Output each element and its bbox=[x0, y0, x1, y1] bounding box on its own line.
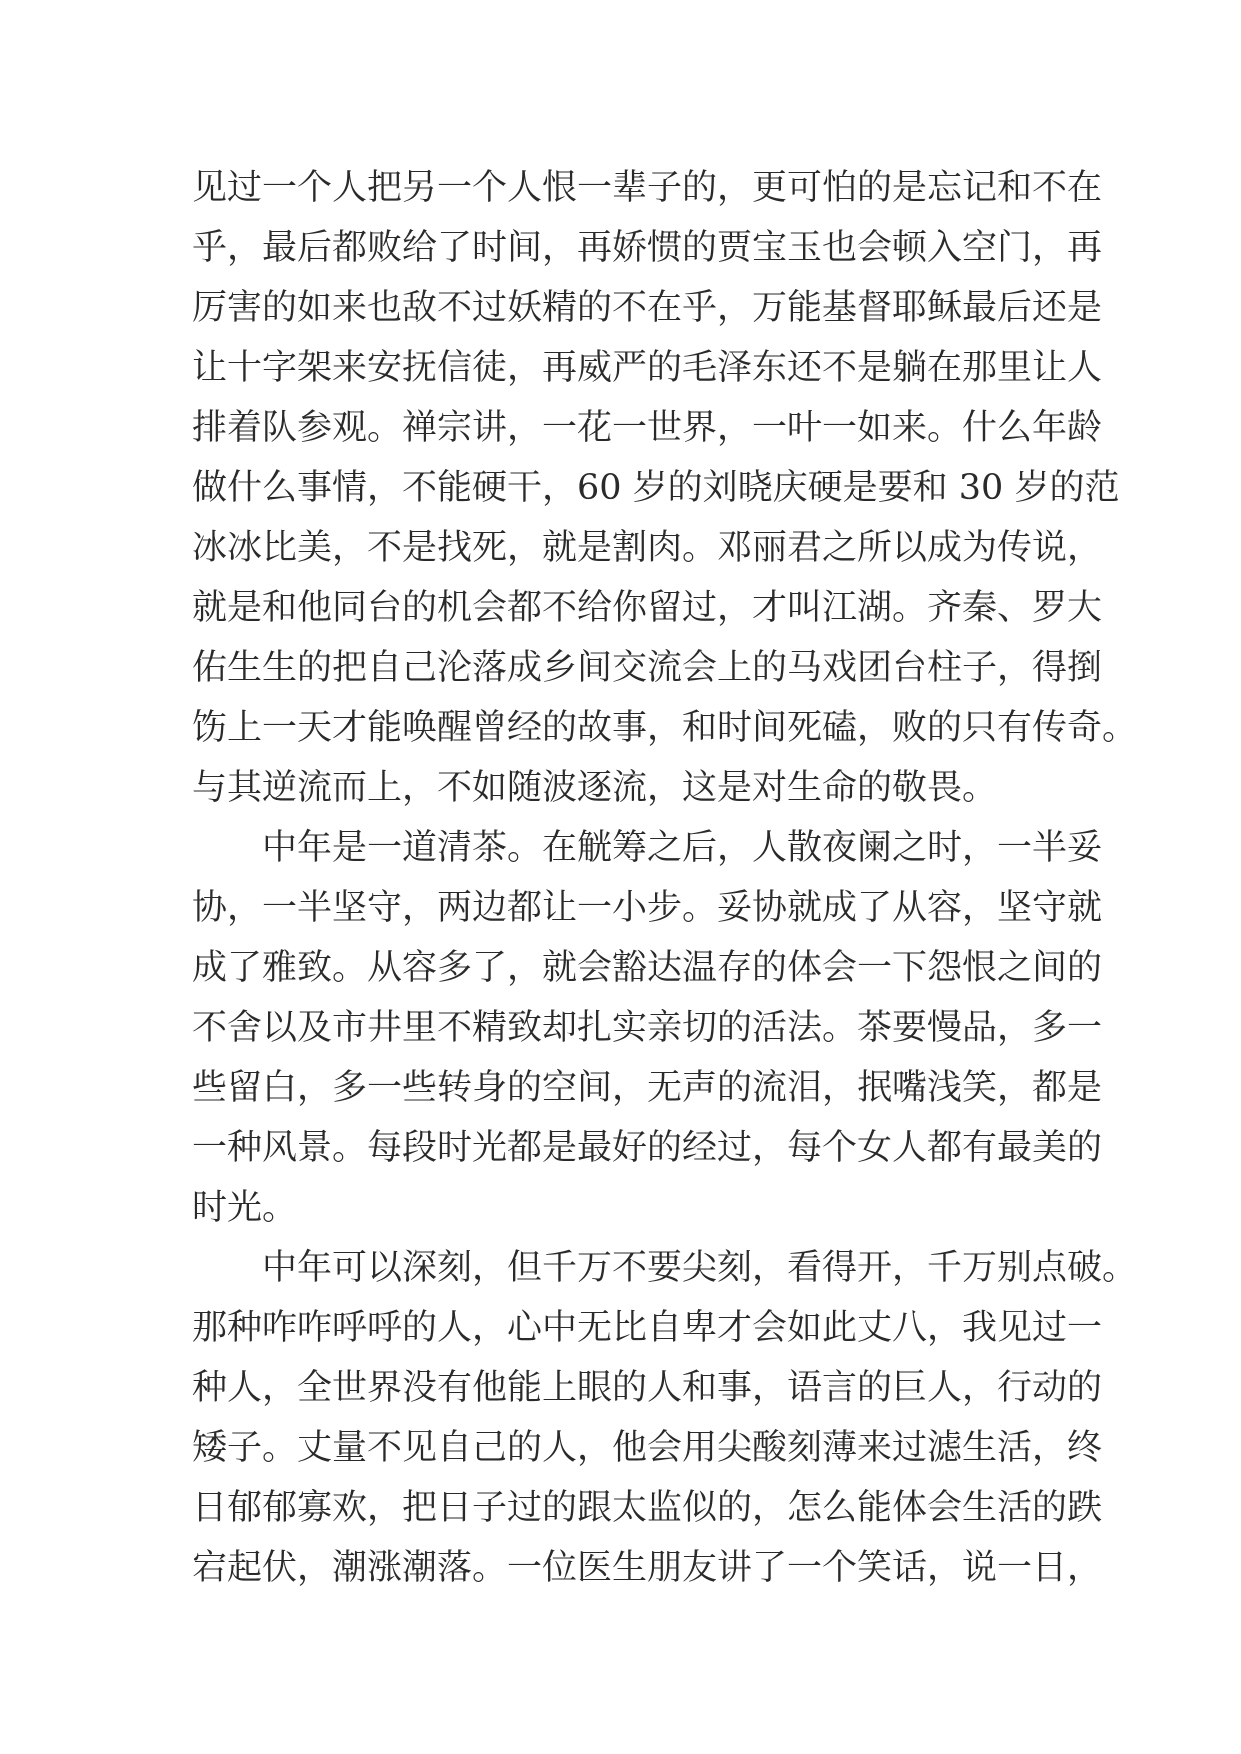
text-line: 排着队参观。禅宗讲，一花一世界，一叶一如来。什么年龄 bbox=[192, 408, 1103, 448]
paragraph-start-line: 中年可以深刻，但千万不要尖刻，看得开，千万别点破。 bbox=[262, 1248, 1138, 1288]
text-line: 一种风景。每段时光都是最好的经过，每个女人都有最美的 bbox=[192, 1128, 1103, 1168]
text-line: 乎，最后都败给了时间，再娇惯的贾宝玉也会顿入空门，再 bbox=[192, 228, 1103, 268]
text-line: 矮子。丈量不见自己的人，他会用尖酸刻薄来过滤生活，终 bbox=[192, 1428, 1103, 1468]
text-line: 见过一个人把另一个人恨一辈子的，更可怕的是忘记和不在 bbox=[192, 168, 1103, 208]
text-line: 宕起伏，潮涨潮落。一位医生朋友讲了一个笑话，说一日， bbox=[192, 1548, 1103, 1588]
text-line: 厉害的如来也敌不过妖精的不在乎，万能基督耶稣最后还是 bbox=[192, 288, 1103, 328]
text-line: 冰冰比美，不是找死，就是割肉。邓丽君之所以成为传说， bbox=[192, 528, 1103, 568]
text-line: 些留白，多一些转身的空间，无声的流泪，抿嘴浅笑，都是 bbox=[192, 1068, 1103, 1108]
paragraph-start-line: 中年是一道清茶。在觥筹之后，人散夜阑之时，一半妥 bbox=[262, 828, 1103, 868]
text-line: 就是和他同台的机会都不给你留过，才叫江湖。齐秦、罗大 bbox=[192, 588, 1103, 628]
text-line: 做什么事情，不能硬干，60 岁的刘晓庆硬是要和 30 岁的范 bbox=[192, 468, 1120, 508]
text-line: 饬上一天才能唤醒曾经的故事，和时间死磕，败的只有传奇。 bbox=[192, 708, 1138, 748]
text-line: 与其逆流而上，不如随波逐流，这是对生命的敬畏。 bbox=[192, 768, 998, 808]
body-text bbox=[192, 158, 1138, 1598]
text-line: 让十字架来安抚信徒，再威严的毛泽东还不是躺在那里让人 bbox=[192, 348, 1103, 388]
text-line: 佑生生的把自己沦落成乡间交流会上的马戏团台柱子，得捯 bbox=[192, 648, 1103, 688]
text-line: 种人，全世界没有他能上眼的人和事，语言的巨人，行动的 bbox=[192, 1368, 1103, 1408]
text-line: 协，一半坚守，两边都让一小步。妥协就成了从容，坚守就 bbox=[192, 888, 1103, 928]
text-line: 成了雅致。从容多了，就会豁达温存的体会一下怨恨之间的 bbox=[192, 948, 1103, 988]
text-line: 不舍以及市井里不精致却扎实亲切的活法。茶要慢品，多一 bbox=[192, 1008, 1103, 1048]
text-line: 那种咋咋呼呼的人，心中无比自卑才会如此丈八，我见过一 bbox=[192, 1308, 1103, 1348]
text-line: 时光。 bbox=[192, 1188, 298, 1228]
text-line: 日郁郁寡欢，把日子过的跟太监似的，怎么能体会生活的跌 bbox=[192, 1488, 1103, 1528]
